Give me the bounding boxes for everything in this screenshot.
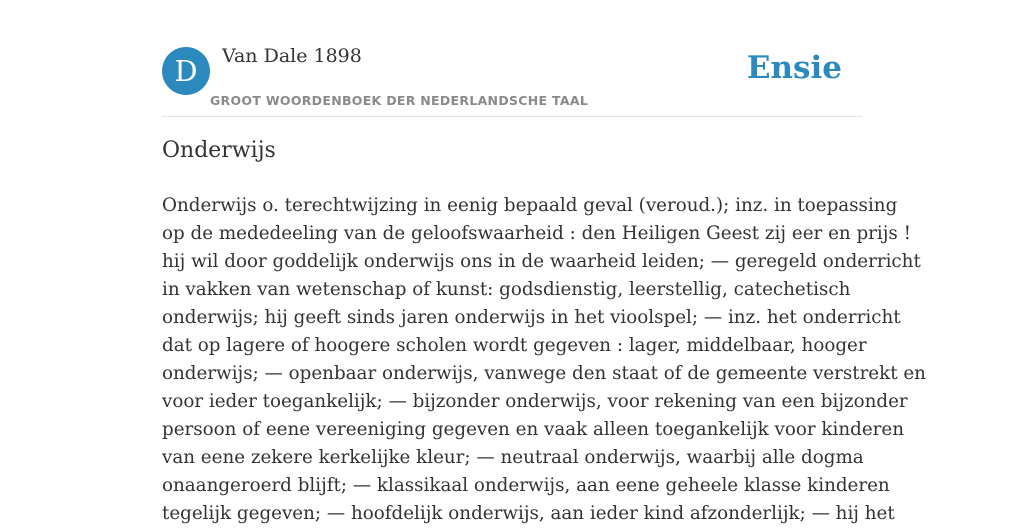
definition-line: dat op lagere of hoogere scholen wordt gegeven : lager, middelbaar, hooger	[162, 335, 867, 356]
definition-line: persoon of eene vereeniging gegeven en vaak alleen toegankelijk voor kinderen	[162, 419, 904, 440]
definition-line: onderwijs; — openbaar onderwijs, vanwege den staat of de gemeente verstrekt en	[162, 363, 926, 384]
entry-title: Onderwijs	[162, 138, 276, 163]
definition-line: in vakken van wetenschap of kunst: godsdienstig, leerstellig, catechetisch	[162, 279, 851, 300]
dictionary-subtitle: GROOT WOORDENBOEK DER NEDERLANDSCHE TAAL	[210, 93, 589, 108]
definition-line: onaangeroerd blijft; — klassikaal onderwijs, aan eene geheele klasse kinderen	[162, 475, 890, 496]
definition-line: onderwijs; hij geeft sinds jaren onderwijs in het vioolspel; — inz. het onderricht	[162, 307, 901, 328]
definition-line: op de mededeeling van de geloofswaarheid : den Heiligen Geest zij eer en prijs !	[162, 223, 911, 244]
entry-definition	[162, 192, 926, 528]
dictionary-logo-badge[interactable]: D	[162, 47, 210, 95]
site-header	[162, 0, 862, 117]
definition-line: Onderwijs o. terechtwijzing in eenig bepaald geval (veroud.); inz. in toepassing	[162, 195, 898, 216]
definition-line: tegelijk gegeven; — hoofdelijk onderwijs, aan ieder kind afzonderlijk; — hij het	[162, 503, 895, 524]
dictionary-title[interactable]: Van Dale 1898	[222, 45, 362, 67]
definition-line: voor ieder toegankelijk; — bijzonder onderwijs, voor rekening van een bijzonder	[162, 391, 908, 412]
definition-line: van eene zekere kerkelijke kleur; — neutraal onderwijs, waarbij alle dogma	[162, 447, 864, 468]
ensie-logo[interactable]: Ensie	[746, 50, 842, 86]
definition-line: hij wil door goddelijk onderwijs ons in de waarheid leiden; — geregeld onderricht	[162, 251, 921, 272]
